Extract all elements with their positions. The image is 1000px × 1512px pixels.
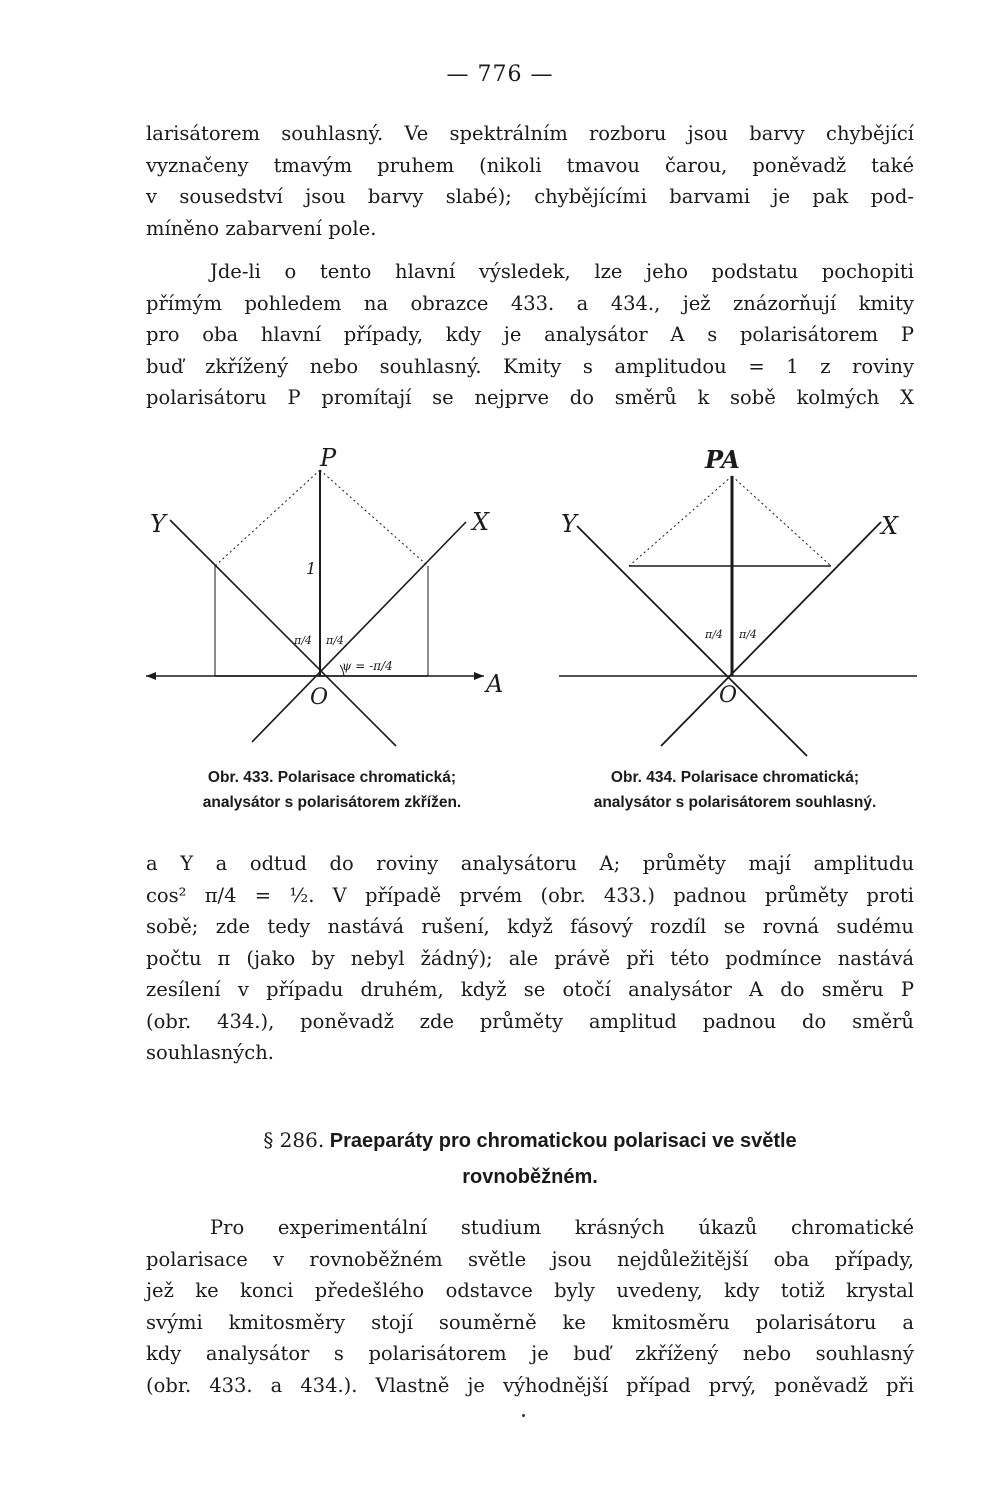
- label-pi4-right: π/4: [326, 634, 344, 647]
- arrow-right-icon: [474, 672, 484, 680]
- text-line: v sousedství jsou barvy slabé); chybějícími barvami je pak pod-: [146, 185, 914, 208]
- text-line: polarisátoru P promítají se nejprve do směrů k sobě kolmých X: [146, 386, 914, 409]
- caption-433-line1: Obr. 433. Polarisace chromatická;: [207, 769, 457, 786]
- paragraph-2: [146, 256, 914, 414]
- label-pi4-right: π/4: [739, 628, 757, 641]
- caption-434: [545, 765, 925, 815]
- y-axis-line: [170, 520, 396, 746]
- label-psi: ψ = -π/4: [342, 659, 393, 673]
- text-line: (obr. 434.), poněvadž zde průměty amplitud padnou do směrů: [146, 1009, 914, 1033]
- caption-434-line2: analysátor s polarisátorem souhlasný.: [593, 794, 877, 811]
- figure-433: [130, 440, 520, 760]
- text-line: souhlasných.: [146, 1041, 274, 1064]
- text-line: (obr. 433. a 434.). Vlastně je výhodnější případ prvý, poněvadž při: [146, 1373, 914, 1397]
- arrow-left-icon: [146, 672, 156, 680]
- label-x: X: [881, 512, 899, 540]
- projection-to-x: [320, 470, 428, 566]
- paragraph-1: [146, 118, 914, 244]
- y-axis-line: [577, 526, 807, 756]
- paragraph-4: [146, 1212, 914, 1401]
- page-number: — 776 —: [446, 62, 554, 87]
- projection-to-x: [732, 476, 831, 566]
- label-pi4-left: π/4: [294, 634, 312, 647]
- text-line: larisátorem souhlasný. Ve spektrálním rozboru jsou barvy chybějící: [146, 122, 914, 145]
- text-line: jež ke konci předešlého odstavce byly uvedeny, kdy totiž krystal: [146, 1279, 914, 1302]
- figure-433-diagram: [130, 440, 520, 760]
- text-line: pro oba hlavní případy, kdy je analysátor A s polarisátorem P: [146, 323, 914, 346]
- x-axis-line: [661, 522, 881, 746]
- text-line: přímým pohledem na obrazce 433. a 434., jež znázorňují kmity: [146, 291, 914, 315]
- text-line: zesílení v případu druhém, když se otočí analysátor A do směru P: [146, 978, 914, 1001]
- text-line: polarisace v rovnoběžném světle jsou nejdůležitější oba případy,: [146, 1247, 914, 1271]
- label-y: Y: [561, 510, 577, 538]
- label-o: O: [310, 685, 329, 710]
- figure-434: [545, 440, 935, 760]
- caption-433-line2: analysátor s polarisátorem zkřížen.: [202, 794, 462, 811]
- text-line: kdy analysátor s polarisátorem je buď zkřížený nebo souhlasný: [146, 1342, 914, 1365]
- text-line: vyznačeny tmavým pruhem (nikoli tmavou čarou, poněvadž také: [146, 153, 914, 177]
- caption-433: [142, 765, 522, 815]
- text-line: Pro experimentální studium krásných úkazů chromatické: [210, 1216, 914, 1239]
- text-line: buď zkřížený nebo souhlasný. Kmity s amplitudou = 1 z roviny: [146, 354, 914, 378]
- label-o: O: [719, 683, 738, 708]
- text-line: míněno zabarvení pole.: [146, 216, 377, 240]
- label-pi4-left: π/4: [705, 628, 723, 641]
- label-p: P: [320, 444, 337, 472]
- text-line: svými kmitosměry stojí souměrně ke kmitosměru polarisátoru a: [146, 1310, 914, 1334]
- figure-434-diagram: [545, 440, 935, 760]
- section-title-part2: rovnoběžném.: [462, 1166, 598, 1188]
- label-a: A: [486, 670, 504, 698]
- text-line: cos² π/4 = ½. V případě prvém (obr. 433.) padnou průměty proti: [146, 883, 914, 907]
- projection-to-y: [629, 476, 732, 566]
- projection-to-y: [215, 470, 320, 566]
- paragraph-3: [146, 848, 914, 1069]
- caption-434-line1: Obr. 434. Polarisace chromatická;: [610, 769, 860, 786]
- section-heading-line1: [146, 1122, 914, 1159]
- text-line: sobě; zde tedy nastává rušení, když fásový rozdíl se rovná sudému: [146, 915, 914, 938]
- label-y: Y: [150, 510, 166, 538]
- section-heading: [146, 1122, 914, 1195]
- label-one: 1: [306, 559, 317, 578]
- print-speck: [522, 1414, 525, 1417]
- text-line: počtu π (jako by nebyl žádný); ale právě při této podmínce nastává: [146, 946, 914, 970]
- label-pa: PA: [705, 445, 740, 474]
- label-x: X: [472, 508, 490, 536]
- text-line: a Y a odtud do roviny analysátoru A; průměty mají amplitudu: [146, 852, 914, 875]
- section-title-part1: Praeparáty pro chromatickou polarisaci ve světle: [329, 1130, 797, 1152]
- section-number: § 286.: [263, 1128, 325, 1152]
- text-line: Jde-li o tento hlavní výsledek, lze jeho podstatu pochopiti: [210, 260, 914, 283]
